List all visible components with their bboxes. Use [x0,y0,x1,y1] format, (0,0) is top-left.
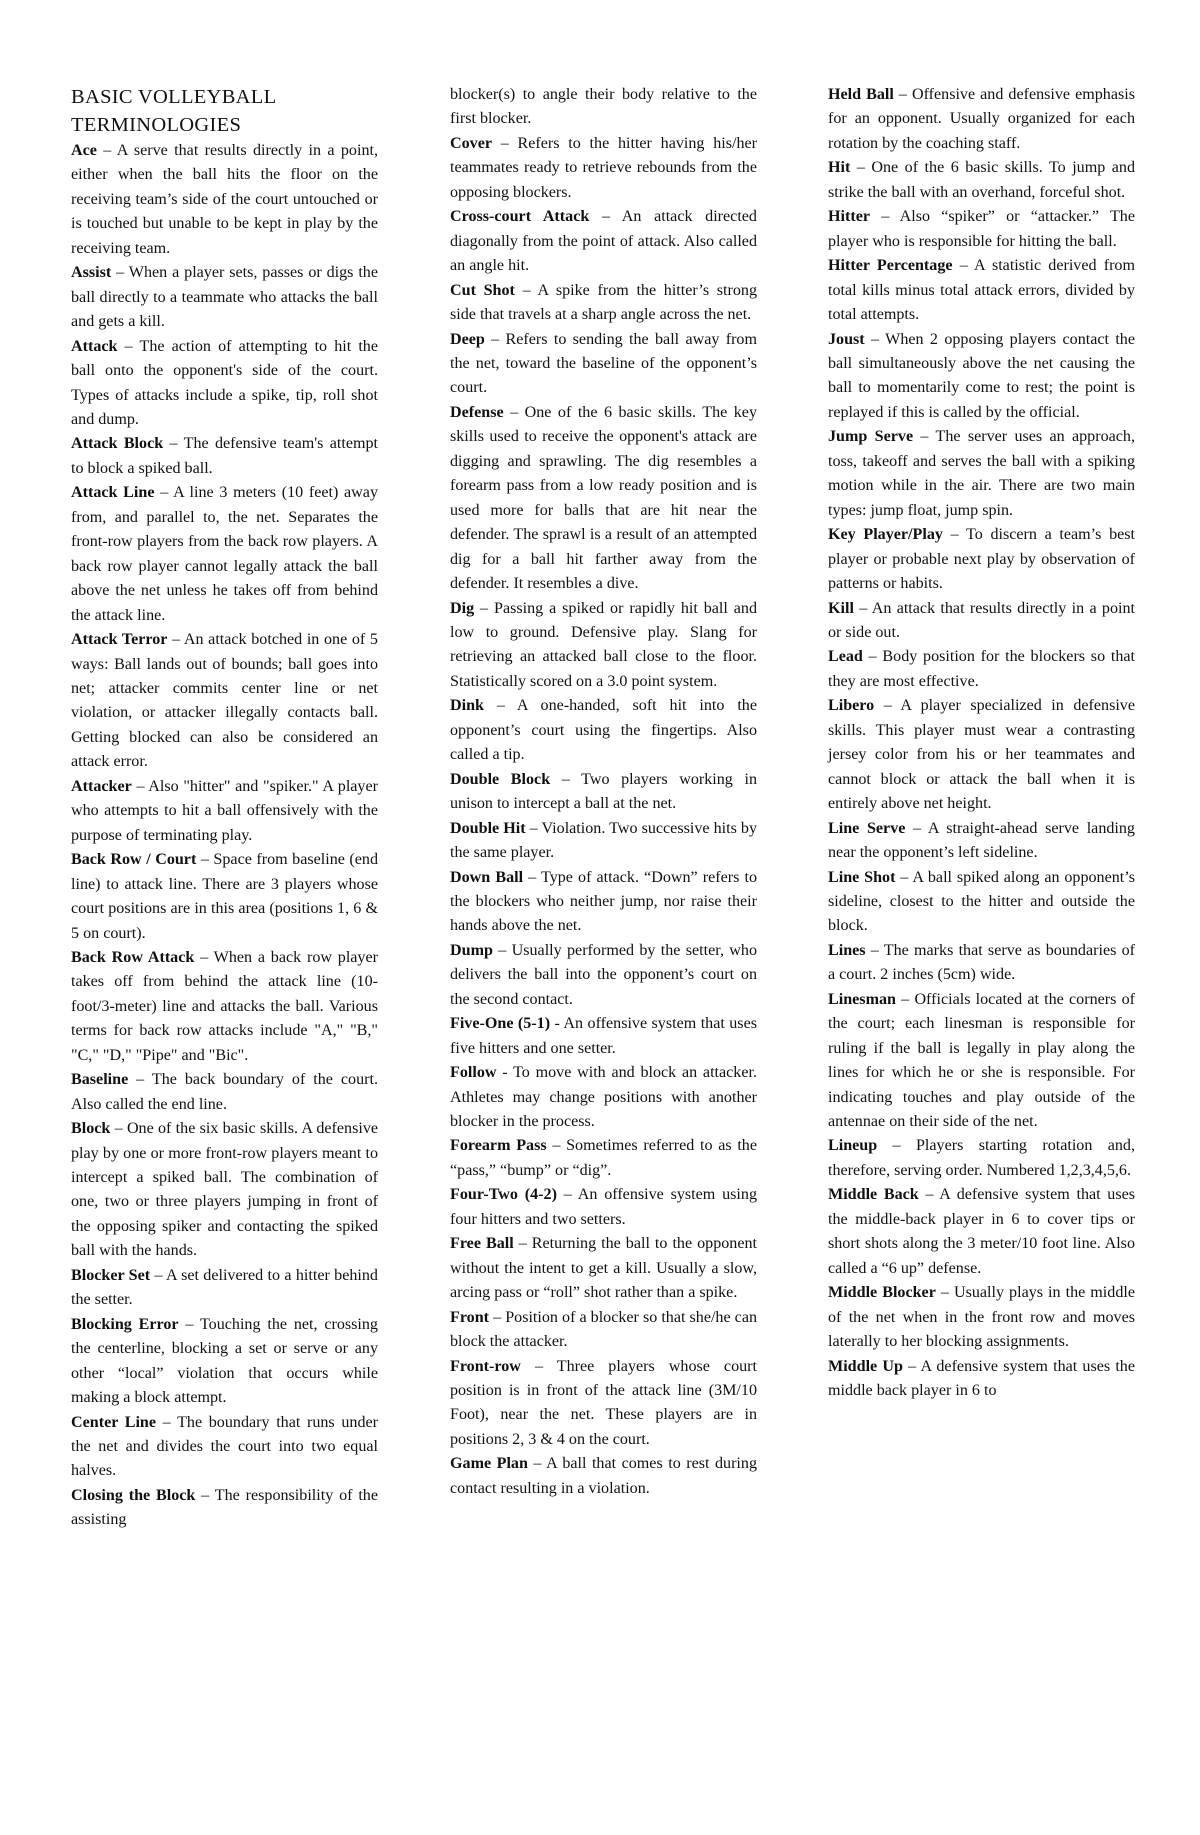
entry-term: Defense [450,403,504,421]
entry-definition: An offensive system using four hitters and two setters. [450,1186,757,1228]
glossary-entry [450,401,757,597]
entry-separator: – [194,948,214,966]
glossary-entry [71,1484,378,1533]
glossary-entry [450,939,757,1012]
entry-term: Front [450,1308,490,1326]
entry-separator: – [484,697,517,715]
glossary-entry [828,1355,1135,1404]
entry-definition: A set delivered to a hitter behind the setter. [71,1266,378,1309]
entry-definition: A defensive system that uses the middle back player in 6 to [828,1357,1135,1400]
glossary-entry [828,694,1135,816]
entry-definition: Passing a spiked or rapidly hit ball and low to ground. Defensive play. Slang for retrieving an attacked ball close to the floor. Statistically scored on a 3.0 point system. [450,599,757,690]
column-2 [450,83,757,1501]
entry-definition: A line 3 meters (10 feet) away from, and parallel to, the net. Separates the front-row players from the back row players. A back row player cannot legally attack the ball above the net unless he takes off from behind the attack line. [71,484,378,624]
entry-separator: – [111,264,129,282]
entry-term: Joust [828,330,865,348]
entry-term: Blocking Error [71,1315,179,1333]
entry-definition: A straight-ahead serve landing near the opponent’s left sideline. [828,819,1135,862]
entry-separator: – [942,526,967,544]
entry-term: Back Row / Court [71,851,197,869]
entry-separator: – [862,648,883,666]
glossary-entry [450,279,757,328]
glossary-entry [71,335,378,433]
entry-separator: – [952,257,975,275]
glossary-entry [71,775,378,848]
glossary-entry [828,1281,1135,1354]
glossary-entry [71,1313,378,1411]
entry-term: Line Serve [828,819,906,837]
glossary-entry [450,205,757,278]
entry-definition: One of the 6 basic skills. The key skills used to receive the opponent's attack are digging and sprawling. The dig resembles a forearm pass from a low ready position and is used more for balls that are hit near the defender. The sprawl is a result of an attempted dig for a ball hit farther away from the defender. It resembles a dive. [450,403,757,593]
entry-definition: Violation. Two successive hits by the same player. [450,819,757,862]
entry-definition: blocker(s) to angle their body relative to the first blocker. [450,86,757,128]
glossary-entry [828,939,1135,988]
page-title: BASIC VOLLEYBALL TERMINOLOGIES [71,86,276,136]
entry-definition: A spike from the hitter’s strong side that travels at a sharp angle across the net. [450,281,757,324]
entry-separator: – [96,142,117,159]
entry-term: Libero [828,697,875,715]
entry-definition: Usually performed by the setter, who delivers the ball into the opponent’s court on the second contact. [450,941,757,1008]
column-1 [71,83,378,1533]
entry-term: Lines [828,941,866,959]
entry-term: Four-Two (4-2) [450,1186,557,1204]
entry-term: Closing the Block [71,1486,196,1504]
glossary-entry [71,628,378,775]
entry-separator: – [877,1137,916,1155]
entry-definition: One of the six basic skills. A defensive play by one or more front-row players meant to intercept a spiked ball. The combination of one, two or three players jumping in front of the opposing spiker and contacting the spiked ball with the hands. [71,1120,379,1260]
entry-definition: Returning the ball to the opponent without the intent to get a kill. Usually a slow, arcing pass or “roll” shot rather than a spike. [450,1235,758,1302]
column-3 [828,83,1135,1403]
glossary-entry [450,328,757,401]
entry-separator: – [492,941,512,959]
entry-definition: An attack directed diagonally from the point of attack. Also called an angle hit. [450,208,757,275]
entry-term: Back Row Attack [71,948,195,966]
entry-term: Baseline [71,1071,129,1089]
entry-separator: – [117,337,140,355]
entry-definition: Players starting rotation and, therefore, serving order. Numbered 1,2,3,4,5,6. [828,1137,1136,1179]
glossary-entry [450,1232,757,1305]
entry-term: Key Player/Play [828,526,943,544]
entry-separator: – [131,777,149,795]
entry-definition: The back boundary of the court. Also called the end line. [71,1071,378,1113]
glossary-entry [828,523,1135,596]
glossary-entry [828,328,1135,426]
entry-separator: – [895,990,915,1008]
glossary-entry [450,597,757,695]
entry-definition: Also "hitter" and "spiker." A player who attempts to hit a ball offensively with the purpose of terminating play. [71,777,378,844]
entry-separator: – [150,1266,166,1284]
entry-separator: - [496,1064,514,1082]
entry-term: Dump [450,941,493,959]
entry-term: Kill [828,599,854,617]
entry-term: Five-One (5-1) [450,1015,551,1033]
entry-separator: – [850,159,872,177]
entry-definition: Offensive and defensive emphasis for an opponent. Usually organized for each rotation by the coaching staff. [828,86,1135,152]
glossary-entry [828,205,1135,254]
glossary-entry [450,1134,757,1183]
glossary-entry [450,694,757,767]
entry-definition: When a back row player takes off from behind the attack line (10-foot/3-meter) line and attacks the ball. Various terms for back row attacks include "A," "B," "C," "D," "Pipe" and "Bic". [71,948,378,1064]
glossary-entry [450,1306,757,1355]
entry-separator: – [870,208,900,226]
entry-definition: A ball that comes to rest during contact resulting in a violation. [450,1455,757,1497]
entry-term: Held Ball [828,86,894,103]
entry-definition: Position of a blocker so that she/he can block the attacker. [450,1308,758,1351]
glossary-entry [828,866,1135,939]
entry-term: Forearm Pass [450,1137,547,1155]
glossary-entry [450,866,757,939]
glossary-entry [828,1134,1135,1183]
entry-definition: Usually plays in the middle of the net when in the front row and moves laterally to her blocking assignments. [828,1284,1135,1351]
entry-definition: The marks that serve as boundaries of a court. 2 inches (5cm) wide. [828,941,1135,984]
entry-separator: – [527,1455,547,1473]
entry-definition: Refers to the hitter having his/her teammates ready to retrieve rebounds from the opposing blockers. [450,134,757,201]
entry-definition: A statistic derived from total kills minus total attack errors, divided by total attempts. [828,257,1135,324]
entry-separator: – [865,941,884,959]
entry-term: Attacker [71,777,132,795]
glossary-entry [450,1355,757,1453]
entry-separator: – [556,1186,578,1204]
entry-definition: A player specialized in defensive skills. This player must wear a contrasting jersey color from his or her teammates and cannot block or attack the ball when it is entirely above net height. [828,697,1135,813]
entry-term: Hitter [828,208,870,226]
entry-separator: – [864,330,886,348]
entry-term: Free Ball [450,1235,514,1253]
entry-separator: – [167,631,184,649]
entry-definition: Space from baseline (end line) to attack line. There are 3 players whose court positions are in this area (positions 1, 6 & 5 on court). [71,851,379,942]
entry-definition: An offensive system that uses five hitters and one setter. [450,1015,757,1057]
entry-definition: A ball spiked along an opponent’s sideline, closest to the hitter and outside the block. [828,868,1135,935]
entry-separator: – [905,819,928,837]
entry-separator: – [589,208,622,226]
entry-term: Attack Line [71,484,155,502]
entry-separator: – [514,281,538,299]
glossary-entry [828,83,1135,156]
glossary-entry [71,1264,378,1313]
entry-separator: – [546,1137,567,1155]
entry-term: Middle Back [828,1186,919,1204]
entry-definition: An attack that results directly in a point or side out. [828,599,1135,641]
entry-definition: The action of attempting to hit the ball onto the opponent's side of the court. Types of attacks include a spike, tip, roll shot and dump. [71,337,378,428]
entry-separator: – [195,1486,215,1504]
glossary-entry [450,768,757,817]
entry-definition: Also “spiker” or “attacker.” The player who is responsible for hitting the ball. [828,208,1135,250]
entry-term: Cross-court Attack [450,208,590,226]
entry-term: Cover [450,134,493,152]
glossary-entry [828,988,1135,1135]
entry-definition: Touching the net, crossing the centerline, blocking a set or serve or any other “local” violation that occurs while making a block attempt. [71,1315,378,1407]
entry-separator: – [525,819,542,837]
glossary-entry [71,946,378,1068]
entry-term: Game Plan [450,1455,528,1473]
entry-term: Blocker Set [71,1266,151,1284]
glossary-entry [450,83,757,132]
entry-term: Hit [828,159,851,177]
entry-term: Assist [71,264,112,282]
entry-term: Hitter Percentage [828,257,953,275]
entry-definition: Body position for the blockers so that they are most effective. [828,648,1135,690]
glossary-entry [828,817,1135,866]
glossary-entry [71,261,378,334]
entry-term: Deep [450,330,485,348]
entry-definition: Type of attack. “Down” refers to the blockers who neither jump, nor raise their hands above the net. [450,868,757,935]
entry-separator: – [935,1284,954,1302]
entry-term: Lead [828,648,863,666]
entry-separator: – [550,770,582,788]
entry-separator: – [520,1357,557,1375]
entry-separator: – [110,1120,127,1138]
entry-definition: Officials located at the corners of the court; each linesman is responsible for ruling if the ball is legally in play along the lines for which he or she is responsible. For indicating touches and play outside of the antennae on their side of the net. [828,990,1135,1131]
glossary-entry [71,848,378,946]
entry-definition: The boundary that runs under the net and divides the court into two equal halves. [71,1413,378,1480]
entry-term: Dink [450,697,484,715]
entry-term: Ace [71,142,97,159]
entry-term: Block [71,1120,111,1138]
entry-term: Double Hit [450,819,526,837]
entry-definition: To discern a team’s best player or probable next play by observation of patterns or habits. [828,526,1136,593]
entry-term: Jump Serve [828,428,914,446]
entry-separator: – [874,697,901,715]
entry-term: Linesman [828,990,896,1008]
entry-definition: To move with and block an attacker. Athletes may change positions with another blocker in the process. [450,1064,757,1131]
entry-definition: The defensive team's attempt to block a spiked ball. [71,435,378,477]
entry-separator: – [513,1235,532,1253]
entry-term: Double Block [450,770,551,788]
entry-separator: – [523,868,541,886]
entry-term: Lineup [828,1137,878,1155]
entry-separator: – [853,599,872,617]
entry-separator: – [895,868,913,886]
glossary-entry [71,481,378,628]
entry-term: Attack Block [71,435,164,453]
entry-term: Down Ball [450,868,524,886]
entry-definition: A defensive system that uses the middle-back player in 6 to cover tips or short shots along the 3 meter/10 foot line. Also called a “6 up” defense. [828,1186,1136,1277]
entry-definition: Three players whose court position is in front of the attack line (3M/10 Foot), near the net. These players are in positions 2, 3 & 4 on the court. [450,1357,757,1448]
entry-term: Line Shot [828,868,896,886]
glossary-entry [71,1117,378,1264]
entry-separator: – [902,1357,921,1375]
entry-term: Attack Terror [71,631,168,649]
glossary-entry [828,645,1135,694]
entry-separator: - [550,1015,564,1033]
entry-term: Dig [450,599,475,617]
entry-term: Middle Blocker [828,1284,936,1302]
glossary-entry [450,1061,757,1134]
entry-separator: – [913,428,936,446]
entry-separator: – [474,599,494,617]
entry-separator: – [163,435,184,453]
entry-definition: A one-handed, soft hit into the opponent’s court using the fingertips. Also called a tip. [450,697,757,764]
entry-definition: Refers to sending the ball away from the net, toward the baseline of the opponent’s court. [450,330,758,397]
glossary-entry [828,425,1135,523]
glossary-entry [828,1183,1135,1281]
entry-definition: An attack botched in one of 5 ways: Ball lands out of bounds; ball goes into net; attacker commits center line or net violation, or attacker illegally contacts ball. Getting blocked can also be considered an attack error. [71,631,378,771]
entry-term: Front-row [450,1357,521,1375]
entry-separator: – [918,1186,940,1204]
glossary-entry [450,1183,757,1232]
entry-definition: Two players working in unison to intercept a ball at the net. [450,770,757,813]
glossary-entry [450,817,757,866]
entry-separator: – [196,851,214,869]
entry-separator: – [156,1413,178,1431]
entry-separator: – [893,86,912,103]
entry-separator: – [492,134,518,152]
entry-separator: – [154,484,174,502]
glossary-entry [71,1411,378,1484]
glossary-entry [828,597,1135,646]
entry-term: Follow [450,1064,497,1082]
entry-definition: A serve that results directly in a point, either when the ball hits the floor on the receiving team’s side of the court untouched or is touched but unable to be kept in play by the receiving team. [71,142,378,257]
entry-separator: – [178,1315,200,1333]
glossary-entry [450,132,757,205]
glossary-entry [828,156,1135,205]
entry-definition: Sometimes referred to as the “pass,” “bump” or “dig”. [450,1137,757,1179]
glossary-entry [71,139,378,261]
entry-term: Attack [71,337,118,355]
glossary-entry [71,432,378,481]
entry-definition: The responsibility of the assisting [71,1486,378,1529]
entry-separator: – [128,1071,152,1089]
entry-term: Center Line [71,1413,157,1431]
glossary-entry [450,1012,757,1061]
glossary-entry [71,1068,378,1117]
entry-definition: When 2 opposing players contact the ball simultaneously above the net causing the ball to momentarily come to rest; the point is replayed if this is called by the official. [828,330,1135,421]
entry-term: Cut Shot [450,281,515,299]
glossary-entry [450,1452,757,1501]
entry-definition: The server uses an approach, toss, takeoff and serves the ball with a spiking motion while in the air. There are two main types: jump float, jump spin. [828,428,1135,519]
entry-separator: – [489,1308,506,1326]
entry-definition: When a player sets, passes or digs the ball directly to a teammate who attacks the ball and gets a kill. [71,264,378,331]
entry-separator: – [484,330,506,348]
glossary-entry [828,254,1135,327]
entry-term: Middle Up [828,1357,903,1375]
entry-definition: One of the 6 basic skills. To jump and strike the ball with an overhand, forceful shot. [828,159,1136,201]
entry-separator: – [503,403,525,421]
